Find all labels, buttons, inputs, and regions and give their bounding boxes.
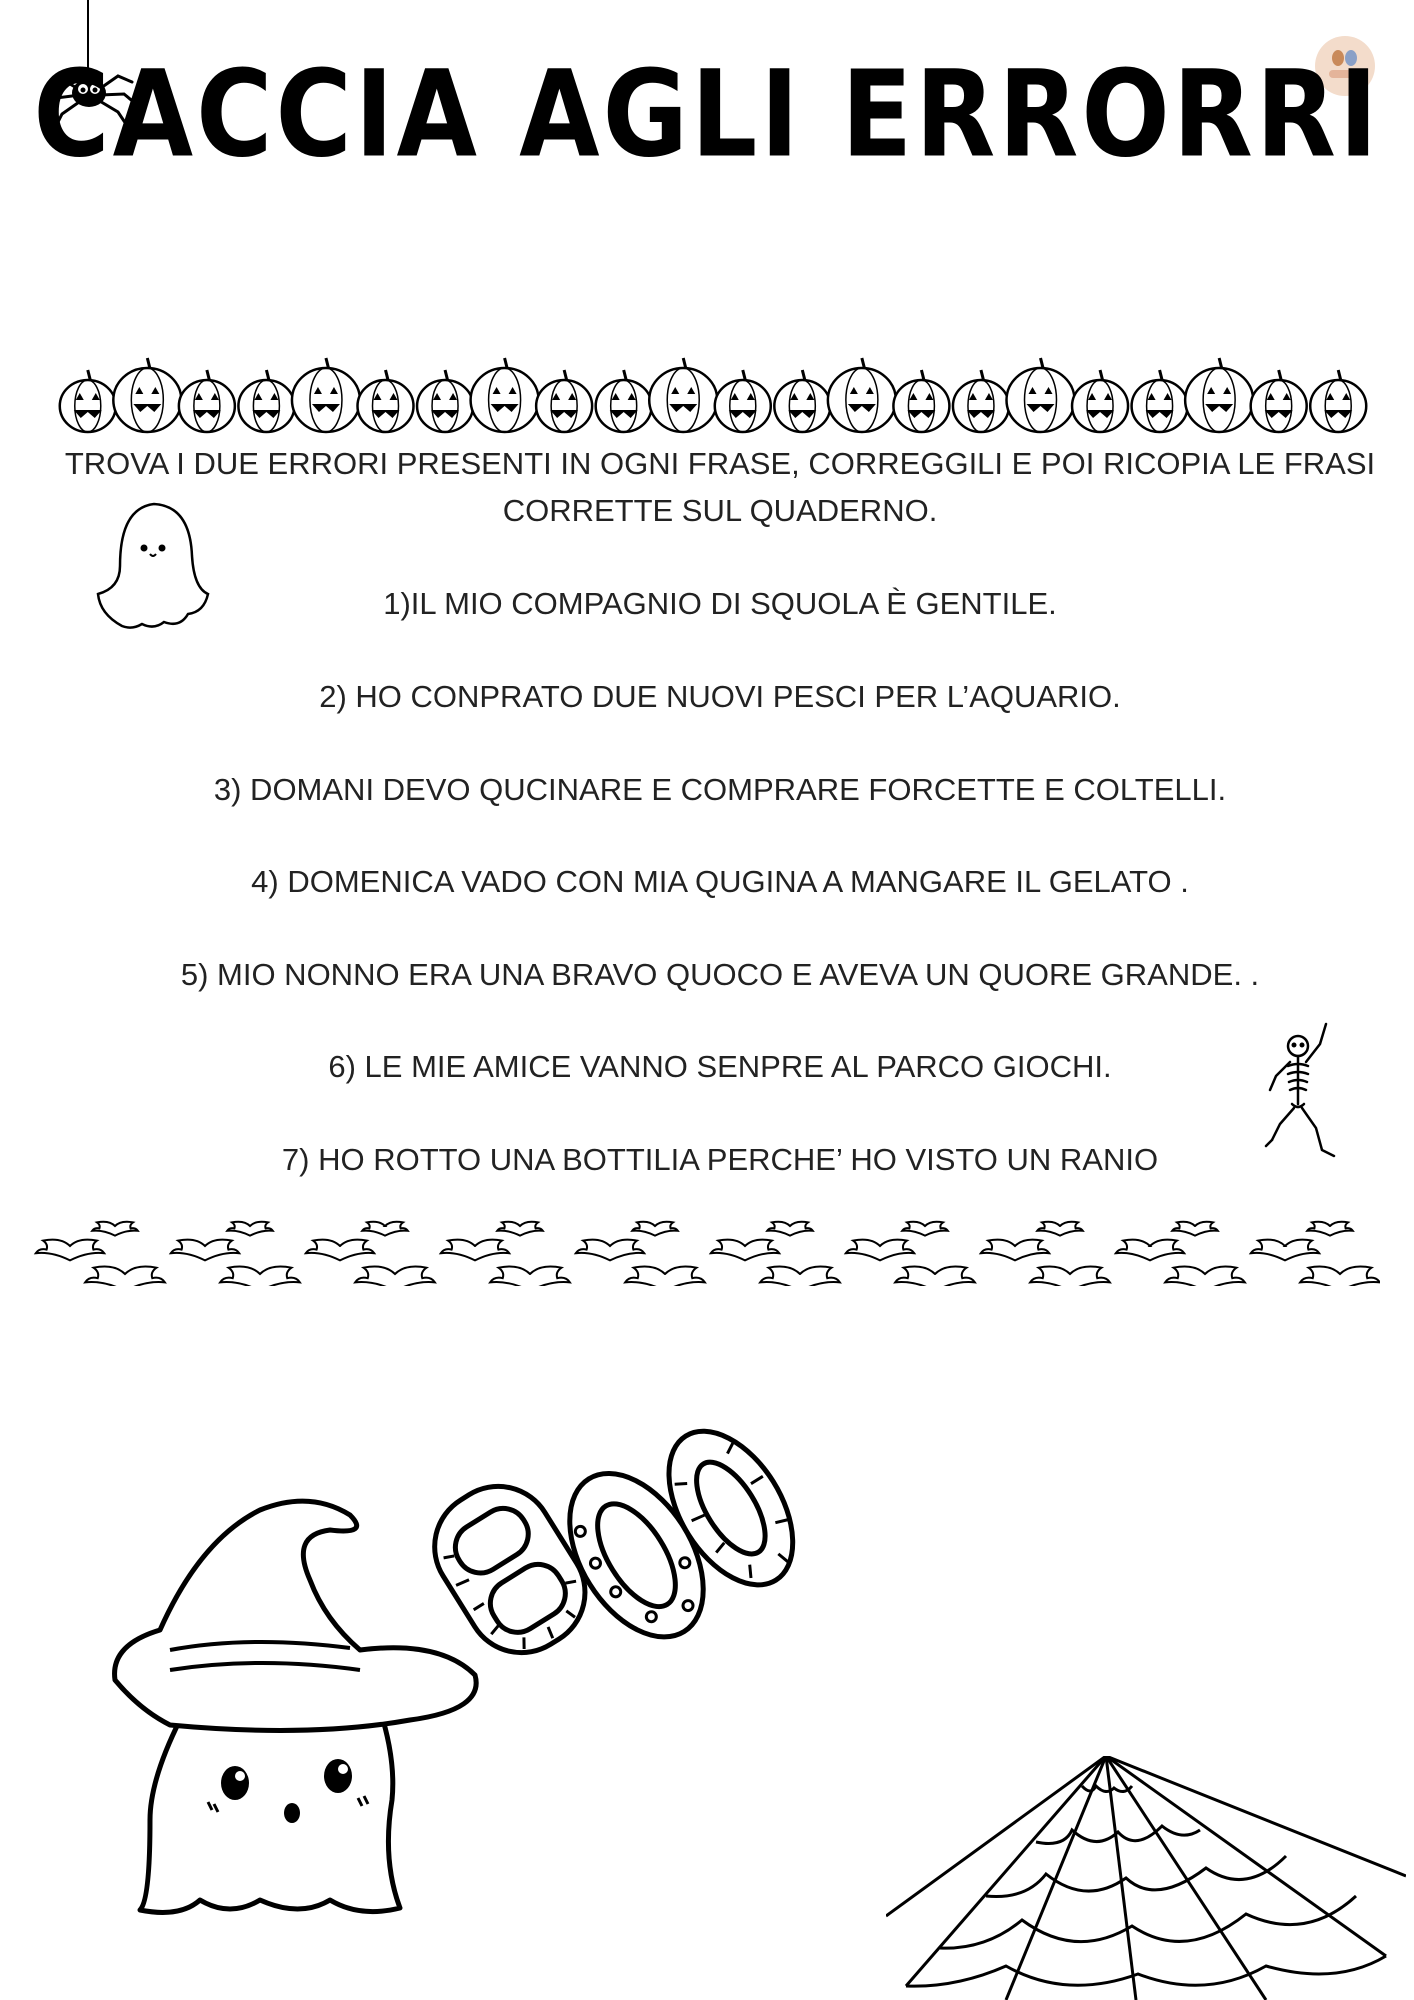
pumpkin-icon xyxy=(471,358,539,432)
pumpkin-icon xyxy=(1251,370,1307,432)
bat-icon xyxy=(36,1222,165,1286)
boo-lettering xyxy=(420,1390,800,1730)
bat-icon xyxy=(1251,1222,1380,1286)
sentence-5: 5) MIO NONNO ERA UNA BRAVO QUOCO E AVEVA UN QUORE GRANDE. . xyxy=(180,957,1260,992)
pumpkin-icon xyxy=(1185,358,1253,432)
bat-icon xyxy=(171,1222,300,1286)
bat-border xyxy=(30,1206,1380,1286)
pumpkin-icon xyxy=(828,358,896,432)
pumpkin-icon xyxy=(1007,358,1075,432)
pumpkin-border xyxy=(58,344,1368,434)
pumpkin-icon xyxy=(60,370,116,432)
bat-icon xyxy=(1116,1222,1245,1286)
pumpkin-icon xyxy=(417,370,473,432)
bat-icon xyxy=(306,1222,435,1286)
pumpkin-icon xyxy=(1310,370,1366,432)
pumpkin-icon xyxy=(774,370,830,432)
pumpkin-icon xyxy=(893,370,949,432)
sentence-1: 1)IL MIO COMPAGNIO DI SQUOLA È GENTILE. xyxy=(383,586,1057,621)
bat-icon xyxy=(846,1222,975,1286)
bat-icon xyxy=(711,1222,840,1286)
sentence-7: 7) HO ROTTO UNA BOTTILIA PERCHE’ HO VISTO UN RANIO xyxy=(281,1142,1159,1177)
sentence-4: 4) DOMENICA VADO CON MIA QUGINA A MANGARE IL GELATO . xyxy=(251,864,1189,899)
bat-icon xyxy=(441,1222,570,1286)
pumpkin-icon xyxy=(596,370,652,432)
sentence-2: 2) HO CONPRATO DUE NUOVI PESCI PER L’AQUARIO. xyxy=(319,679,1121,714)
skeleton-icon xyxy=(1262,1016,1344,1166)
pumpkin-icon xyxy=(179,370,235,432)
instructions-text: TROVA I DUE ERRORI PRESENTI IN OGNI FRASE, CORREGGILI E POI RICOPIA LE FRASI CORRETTE SUL QUADERNO. xyxy=(64,446,1376,528)
pumpkin-icon xyxy=(1132,370,1188,432)
pumpkin-icon xyxy=(1072,370,1128,432)
pumpkin-icon xyxy=(953,370,1009,432)
bat-icon xyxy=(981,1222,1110,1286)
pumpkin-icon xyxy=(292,358,360,432)
sentence-3: 3) DOMANI DEVO QUCINARE E COMPRARE FORCETTE E COLTELLI. xyxy=(213,772,1227,807)
pumpkin-icon xyxy=(358,370,414,432)
page-title: CACCIA AGLI ERRORRI xyxy=(33,43,1381,185)
pumpkin-icon xyxy=(715,370,771,432)
pumpkin-icon xyxy=(113,358,181,432)
sentence-6: 6) LE MIE AMICE VANNO SENPRE AL PARCO GIOCHI. xyxy=(328,1049,1112,1084)
pumpkin-icon xyxy=(536,370,592,432)
bat-icon xyxy=(576,1222,705,1286)
pumpkin-icon xyxy=(238,370,294,432)
pumpkin-icon xyxy=(649,358,717,432)
spider-web-icon xyxy=(886,1756,1406,2000)
